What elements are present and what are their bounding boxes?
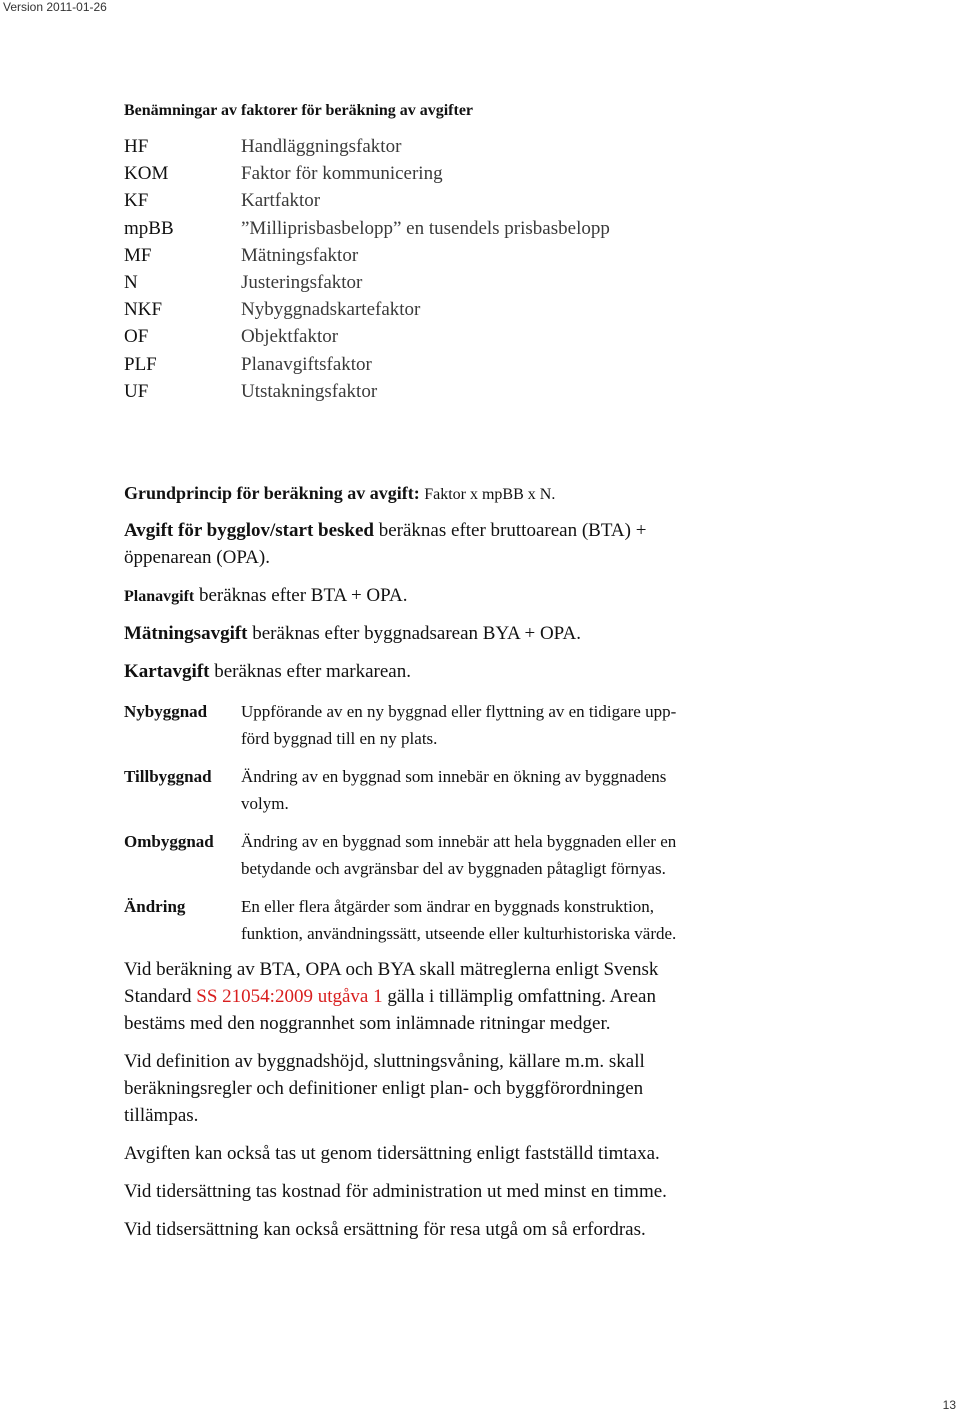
principle-label: Grundprincip för beräkning av avgift: — [124, 483, 420, 503]
bygglov-line2: öppenarean (OPA). — [124, 547, 270, 568]
abbreviation-row — [124, 351, 610, 378]
bygglov-text: beräknas efter bruttoarean (BTA) + — [378, 520, 647, 541]
abbreviation-code: OF — [124, 326, 149, 348]
abbreviation-description: Utstakningsfaktor — [241, 380, 378, 402]
standard-line2 — [124, 983, 656, 1010]
page-number: 13 — [942, 1398, 956, 1412]
abbreviation-description: Nybyggnadskartefaktor — [241, 299, 421, 321]
abbreviation-code: KF — [124, 190, 149, 212]
abbreviation-code: MF — [124, 244, 152, 266]
abbreviation-code: KOM — [124, 163, 169, 185]
abbreviation-code: PLF — [124, 353, 157, 375]
standard-line2-post: gälla i tillämplig omfattning. Arean — [382, 986, 656, 1007]
definition-para-line1: Vid definition av byggnadshöjd, sluttningsvåning, källare m.m. skall — [124, 1051, 645, 1072]
definition-text — [241, 893, 761, 947]
standard-line2-pre: Standard — [124, 986, 197, 1007]
abbreviation-row — [124, 242, 610, 269]
abbreviation-code: UF — [124, 380, 149, 402]
abbreviation-row — [124, 269, 610, 296]
time-paragraph-2: Vid tidersättning tas kostnad för administration ut med minst en timme. — [124, 1181, 667, 1202]
abbreviation-description: Planavgiftsfaktor — [241, 353, 372, 375]
version-label: Version 2011-01-26 — [3, 0, 107, 14]
matningsavgift-label: Mätningsavgift — [124, 623, 248, 644]
definition-text — [241, 763, 761, 817]
definition-term: Tillbyggnad — [124, 767, 212, 786]
definition-row — [124, 763, 764, 817]
definition-para-line2: beräkningsregler och definitioner enligt plan- och byggförordningen — [124, 1078, 644, 1099]
abbreviation-row — [124, 133, 610, 160]
definition-line: betydande och avgränsbar del av byggnaden påtagligt förnyas. — [241, 859, 666, 878]
definition-line: Ändring av en byggnad som innebär att hela byggnaden eller en — [241, 832, 677, 851]
kartavgift-label: Kartavgift — [124, 661, 210, 682]
planavgift-paragraph — [124, 582, 407, 610]
definition-term: Nybyggnad — [124, 702, 208, 721]
definition-line: En eller flera åtgärder som ändrar en byggnads konstruktion, — [241, 897, 655, 916]
abbreviation-row — [124, 187, 610, 214]
definition-line: funktion, användningssätt, utseende eller kulturhistoriska värde. — [241, 924, 677, 943]
time-paragraph-1: Avgiften kan också tas ut genom tidersättning enligt fastställd timtaxa. — [124, 1143, 660, 1164]
abbreviation-row — [124, 215, 610, 242]
abbreviation-description: Mätningsfaktor — [241, 244, 359, 266]
definition-row — [124, 698, 764, 752]
abbreviation-description: Faktor för kommunicering — [241, 163, 443, 185]
standard-line3: bestäms med den noggrannhet som inlämnade ritningar medger. — [124, 1013, 611, 1034]
kartavgift-text: beräknas efter markarean. — [214, 661, 411, 682]
definition-text — [241, 828, 761, 882]
definition-line: förd byggnad till en ny plats. — [241, 729, 438, 748]
abbreviation-code: NKF — [124, 299, 163, 321]
abbreviation-description: ”Milliprisbasbelopp” en tusendels prisbasbelopp — [241, 217, 610, 239]
definition-line: Ändring av en byggnad som innebär en ökning av byggnadens — [241, 767, 667, 786]
definitions-list — [124, 698, 764, 947]
kartavgift-paragraph — [124, 658, 411, 685]
planavgift-label: Planavgift — [124, 588, 195, 605]
abbreviation-list — [124, 133, 610, 405]
section-heading: Benämningar av faktorer för beräkning av avgifter — [124, 102, 474, 119]
definition-para-line3: tillämpas. — [124, 1105, 199, 1126]
abbreviation-row — [124, 160, 610, 187]
abbreviation-code: HF — [124, 136, 149, 157]
abbreviation-description: Handläggningsfaktor — [241, 136, 402, 157]
standard-link[interactable]: SS 21054:2009 utgåva 1 — [196, 986, 383, 1007]
abbreviation-row — [124, 378, 610, 405]
bygglov-label: Avgift för bygglov/start besked — [124, 520, 374, 541]
matningsavgift-paragraph — [124, 620, 581, 647]
abbreviation-code: mpBB — [124, 217, 174, 239]
planavgift-text: beräknas efter BTA + OPA. — [198, 585, 408, 606]
principle-paragraph — [124, 480, 555, 508]
bygglov-paragraph — [124, 517, 646, 544]
definition-line: volym. — [241, 794, 289, 813]
abbreviation-description: Objektfaktor — [241, 326, 339, 348]
abbreviation-row — [124, 296, 610, 323]
standard-line1: Vid beräkning av BTA, OPA och BYA skall mätreglerna enligt Svensk — [124, 959, 659, 980]
definition-term: Ombyggnad — [124, 832, 214, 851]
matningsavgift-text: beräknas efter byggnadsarean BYA + OPA. — [252, 623, 581, 644]
principle-text: Faktor x mpBB x N. — [424, 486, 556, 503]
definition-line: Uppförande av en ny byggnad eller flyttning av en tidigare upp- — [241, 702, 677, 721]
time-paragraph-3: Vid tidsersättning kan också ersättning för resa utgå om så erfordras. — [124, 1219, 646, 1240]
definition-text — [241, 698, 761, 752]
definition-row — [124, 828, 764, 882]
abbreviation-description: Justeringsfaktor — [241, 272, 363, 294]
abbreviation-code: N — [124, 272, 138, 294]
abbreviation-row — [124, 323, 610, 350]
abbreviation-description: Kartfaktor — [241, 190, 321, 212]
definition-term: Ändring — [124, 897, 186, 916]
definition-row — [124, 893, 764, 947]
